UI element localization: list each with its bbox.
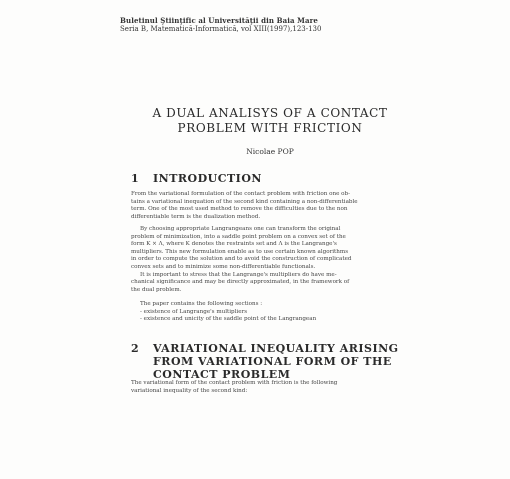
intro-paragraph-3 (131, 301, 397, 324)
text-line: variational inequality of the second kind: (131, 387, 248, 394)
text-line: multipliers. This new formulation enable as to use certain known algorithms (131, 248, 349, 255)
text-line: differentiable term is the dualization method. (131, 213, 261, 220)
section-1-heading (131, 172, 431, 186)
text-line: form K × Λ, where K denotes the restraints set and Λ is the Langrange's (131, 241, 337, 248)
text-line: It is important to stress that the Langrange's multipliers do have me- (140, 271, 337, 278)
text-line: The paper contains the following sections : (140, 301, 263, 307)
text-line: the dual problem. (131, 286, 182, 293)
text-line: By choosing appropriate Langrangeans one can transform the original (140, 226, 341, 232)
text-line: convex sets and to minimize some non-differentiable functionals. (131, 263, 316, 270)
section-1-title: INTRODUCTION (153, 172, 262, 185)
text-line: tains a variational inequation of the second kind containing a non-differentiable (131, 198, 358, 205)
text-line: From the variational formulation of the contact problem with friction one ob- (131, 191, 351, 197)
journal-name: Buletinul Ştiinţific al Universităţii din Baia Mare (120, 16, 318, 25)
text-line: problem of minimization, into a saddle point problem on a convex set of the (131, 233, 346, 240)
list-item: - existence of Langrange's multipliers (140, 308, 248, 315)
text-line: The variational form of the contact problem with friction is the following (131, 380, 338, 386)
section-2-title-line-2: FROM VARIATIONAL FORM OF THE (153, 355, 392, 368)
paper-title-line-2: PROBLEM WITH FRICTION (177, 121, 363, 135)
section-2-number: 2 (131, 342, 140, 355)
section-2-title-line-3: CONTACT PROBLEM (153, 368, 291, 381)
text-line: in order to compute the solution and to avoid the construction of complicated (131, 256, 352, 263)
intro-paragraph-2 (131, 226, 397, 294)
author-name: Nicolae POP (246, 147, 294, 156)
section-2-title-line-1: VARIATIONAL INEQUALITY ARISING (153, 342, 399, 355)
section-2-paragraph-1 (131, 380, 397, 395)
section-2-heading (131, 342, 431, 384)
journal-series: Seria B, Matematică-Informatică, vol XIII(1997),123-130 (120, 25, 322, 33)
text-line: chanical significance and may be directly approximated, in the framework of (131, 279, 350, 286)
list-item: - existence and unicity of the saddle point of the Langrangean (140, 316, 317, 323)
paper-title (100, 106, 440, 136)
text-line: term. One of the most used method to remove the difficulties due to the non (131, 206, 348, 213)
journal-header (120, 16, 321, 34)
paper-title-line-1: A DUAL ANALISYS OF A CONTACT (152, 106, 388, 120)
intro-paragraph-1 (131, 191, 397, 221)
section-1-number: 1 (131, 172, 140, 185)
